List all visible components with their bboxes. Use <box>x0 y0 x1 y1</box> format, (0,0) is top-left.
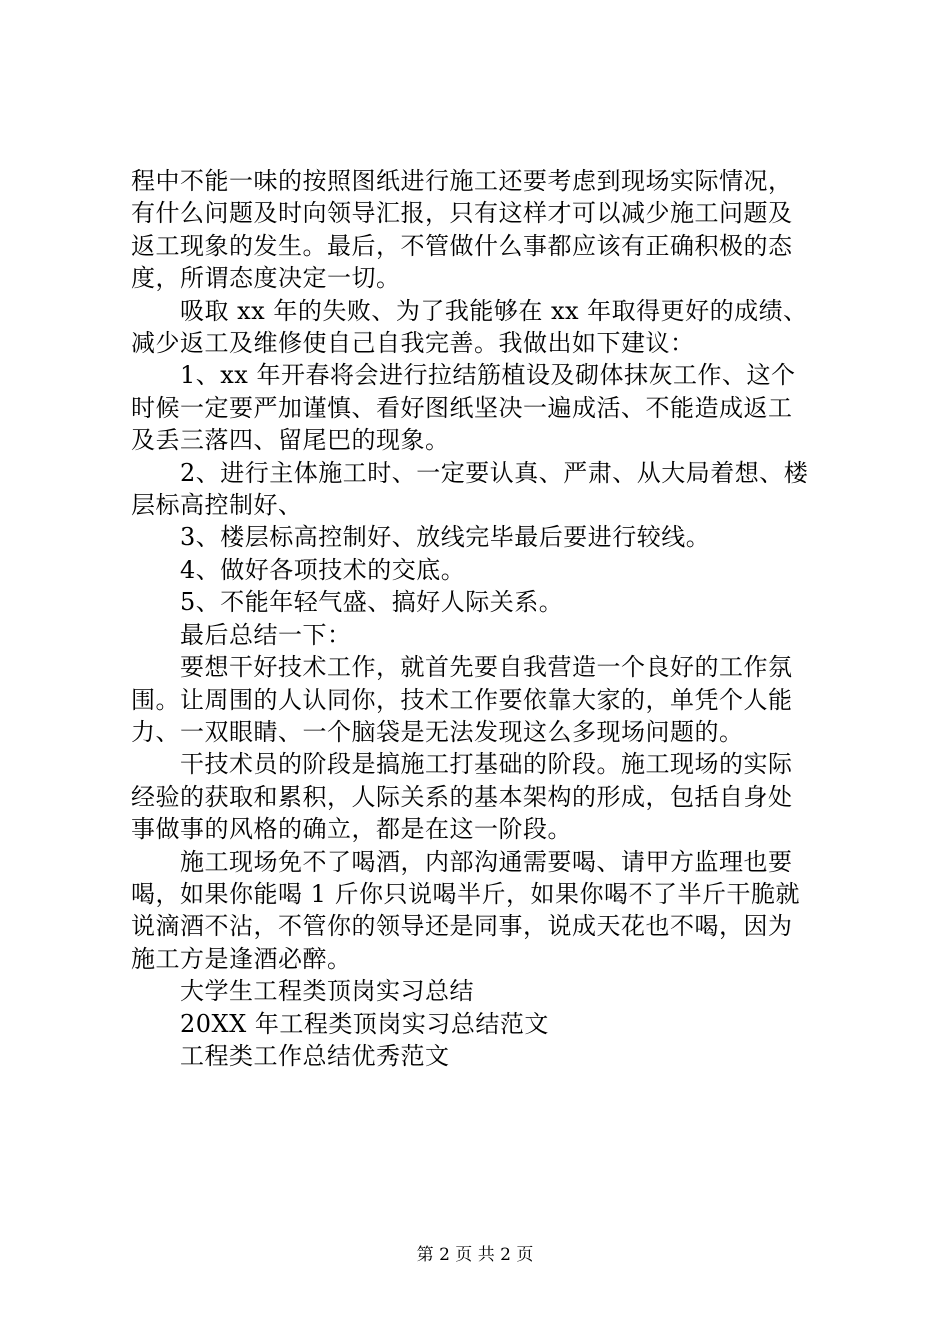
text-line: 大学生工程类顶岗实习总结 <box>180 977 474 1006</box>
text-line: 力、一双眼睛、一个脑袋是无法发现这么多现场问题的。 <box>131 717 744 746</box>
text-line: 围。让周围的人认同你，技术工作要依靠大家的，单凭个人能 <box>131 685 793 714</box>
suggestion-item-2 <box>131 457 831 522</box>
paragraph-lessons <box>131 295 831 360</box>
text-line: 吸取 xx 年的失败、为了我能够在 xx 年取得更好的成绩、 <box>180 296 808 325</box>
page-number: 第 2 页 共 2 页 <box>416 1245 534 1265</box>
page-footer <box>0 1245 950 1265</box>
related-link-3 <box>131 1040 831 1072</box>
text-line: 度，所谓态度决定一切。 <box>131 264 401 293</box>
text-line: 4、做好各项技术的交底。 <box>180 555 466 584</box>
text-line: 程中不能一味的按照图纸进行施工还要考虑到现场实际情况， <box>131 167 793 195</box>
document-body <box>131 165 831 1072</box>
text-line: 2、进行主体施工时、一定要认真、严肃、从大局着想、楼 <box>180 458 809 487</box>
text-line: 层标高控制好、 <box>131 491 303 520</box>
suggestion-item-1 <box>131 359 831 456</box>
suggestion-item-5 <box>131 586 831 618</box>
text-line: 干技术员的阶段是搞施工打基础的阶段。施工现场的实际 <box>180 750 793 779</box>
text-line: 减少返工及维修使自己自我完善。我做出如下建议： <box>131 329 695 358</box>
paragraph-technician-stage <box>131 748 831 845</box>
text-line: 时候一定要严加谨慎、看好图纸坚决一遍成活、不能造成返工 <box>131 393 793 422</box>
text-line: 最后总结一下： <box>180 620 352 649</box>
paragraph-continuation <box>131 165 831 295</box>
text-line: 说滴酒不沾，不管你的领导还是同事，说成天花也不喝，因为 <box>131 912 793 941</box>
paragraph-work-atmosphere <box>131 651 831 748</box>
summary-heading <box>131 619 831 651</box>
text-line: 工程类工作总结优秀范文 <box>180 1041 450 1070</box>
text-line: 要想干好技术工作，就首先要自我营造一个良好的工作氛 <box>180 653 793 682</box>
related-link-1 <box>131 975 831 1007</box>
text-line: 1、xx 年开春将会进行拉结筋植设及砌体抹灰工作、这个 <box>180 361 796 390</box>
text-line: 有什么问题及时向领导汇报，只有这样才可以减少施工问题及 <box>131 199 793 228</box>
text-line: 返工现象的发生。最后，不管做什么事都应该有正确积极的态 <box>131 231 793 260</box>
text-line: 喝，如果你能喝 1 斤你只说喝半斤，如果你喝不了半斤干脆就 <box>131 879 801 908</box>
text-line: 施工方是逢酒必醉。 <box>131 944 352 973</box>
text-line: 经验的获取和累积，人际关系的基本架构的形成，包括自身处 <box>131 782 793 811</box>
text-line: 3、楼层标高控制好、放线完毕最后要进行较线。 <box>180 523 711 552</box>
text-line: 5、不能年轻气盛、搞好人际关系。 <box>180 588 564 617</box>
suggestion-item-4 <box>131 554 831 586</box>
text-line: 事做事的风格的确立，都是在这一阶段。 <box>131 815 572 844</box>
related-link-2 <box>131 1008 831 1040</box>
text-line: 及丢三落四、留尾巴的现象。 <box>131 426 450 455</box>
text-line: 施工现场免不了喝酒，内部沟通需要喝、请甲方监理也要 <box>180 847 793 876</box>
paragraph-drinking <box>131 846 831 976</box>
suggestion-item-3 <box>131 521 831 553</box>
text-line: 20XX 年工程类顶岗实习总结范文 <box>180 1009 549 1038</box>
